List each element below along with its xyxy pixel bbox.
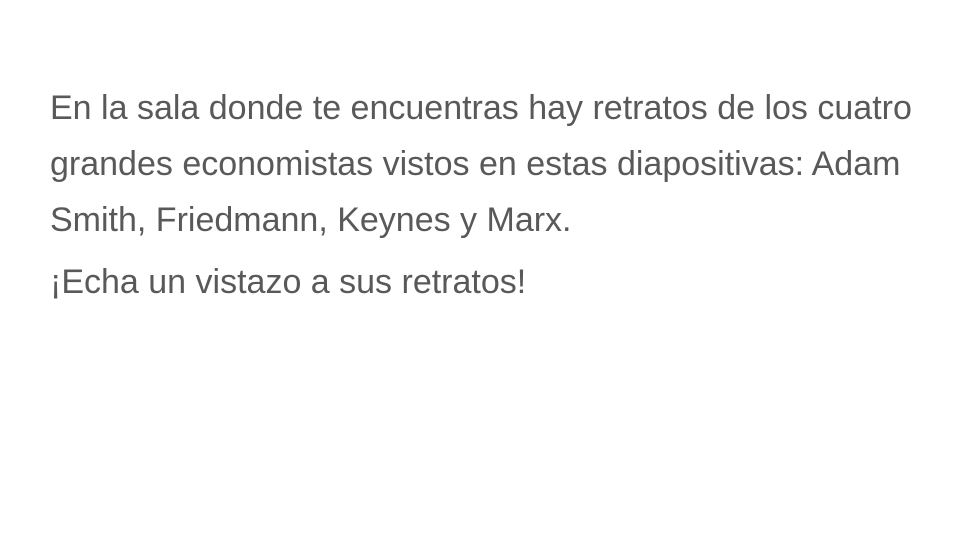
slide-text-box — [50, 80, 920, 310]
call-to-action-paragraph: ¡Echa un vistazo a sus retratos! — [50, 263, 527, 301]
intro-paragraph: En la sala donde te encuentras hay retratos de los cuatro grandes economistas vistos en estas diapositivas: Adam Smith, Friedmann, Keynes y Marx. — [50, 89, 912, 239]
